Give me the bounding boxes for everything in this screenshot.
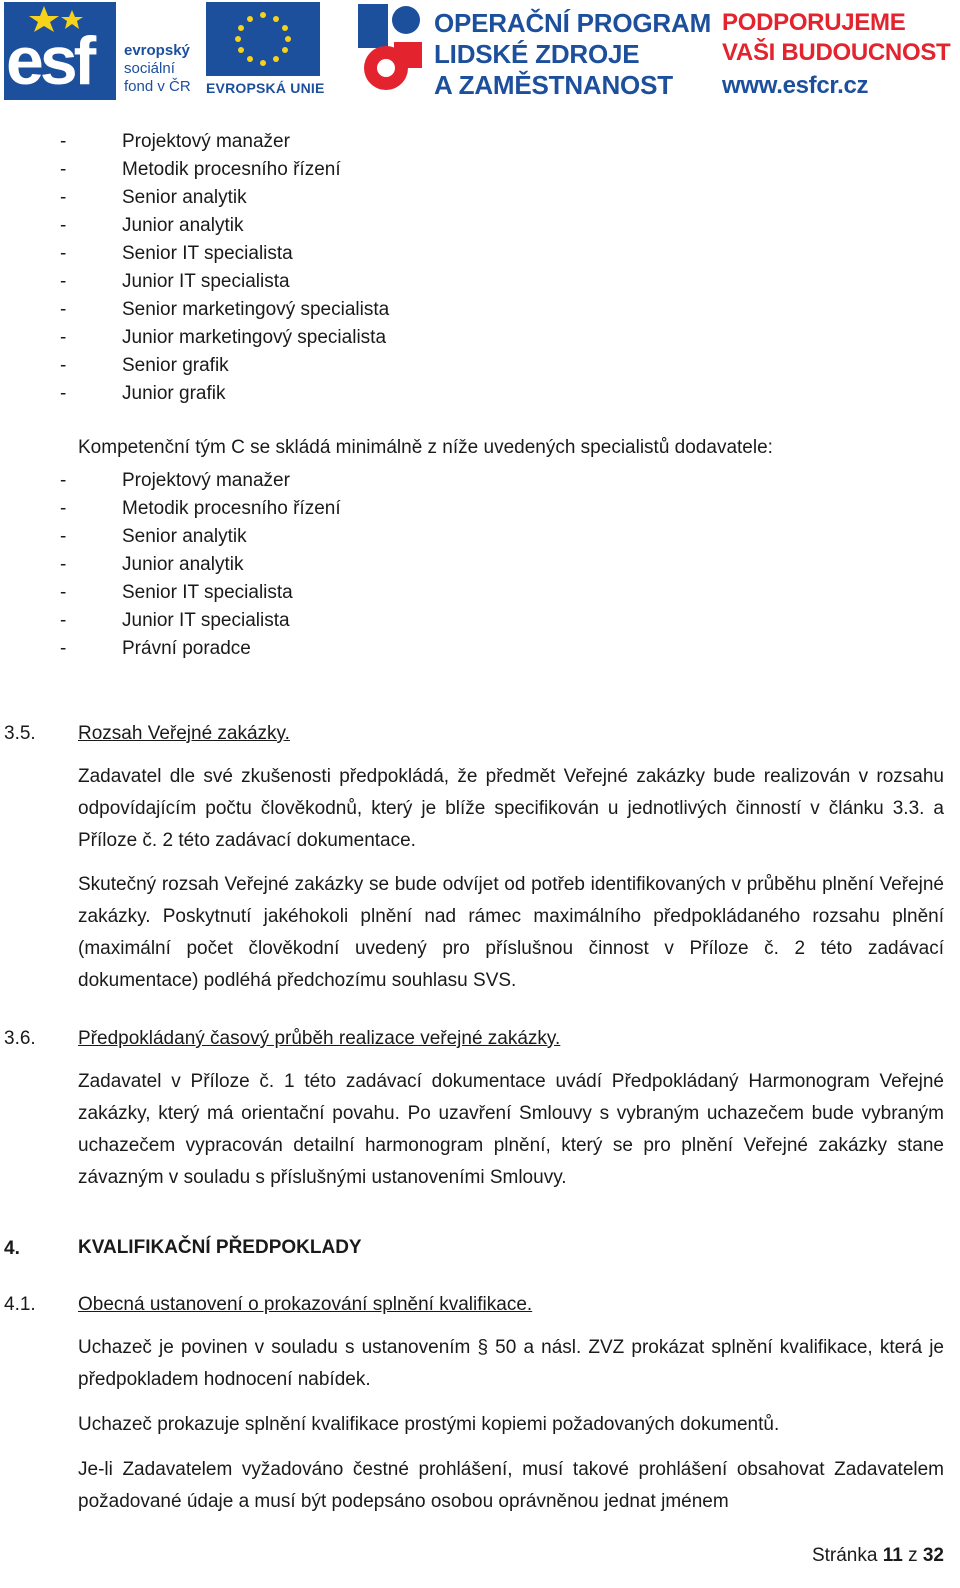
list-item: Junior analytik xyxy=(122,554,244,575)
esf-caption-line3: fond v ČR xyxy=(124,78,191,95)
list-item: Junior IT specialista xyxy=(122,271,290,292)
esf-caption-line2: sociální xyxy=(124,60,175,77)
esf-letters: esf xyxy=(6,23,93,99)
op-title-line1: OPERAČNÍ PROGRAM xyxy=(434,8,712,38)
esf-caption xyxy=(124,42,191,96)
footer-separator: z xyxy=(908,1545,918,1566)
list-item: Senior grafik xyxy=(122,355,229,376)
list-item: Právní poradce xyxy=(122,638,251,659)
list-bullet: - xyxy=(60,271,67,292)
list-item: Junior analytik xyxy=(122,215,244,236)
paragraph: Zadavatel dle své zkušenosti předpokládá, že předmět Veřejné zakázky bude realizován v rozsahu odpovídajícím počtu člověkodnů, který je blíže specifikován u jednotlivých činností v článku 3.3. a Příloze č. 2 této zadávací dokumentace. xyxy=(78,766,944,851)
esf-logo-box xyxy=(4,2,116,100)
list-bullet: - xyxy=(60,131,67,152)
list-item: Senior marketingový specialista xyxy=(122,299,390,320)
list-item: Junior grafik xyxy=(122,383,226,404)
page-footer xyxy=(812,1545,944,1567)
list-bullet: - xyxy=(60,299,67,320)
slogan-line2: VAŠI BUDOUCNOST xyxy=(722,39,951,66)
list-bullet: - xyxy=(60,383,67,404)
section-number: 3.5. xyxy=(4,723,36,744)
list-bullet: - xyxy=(60,159,67,180)
list-bullet: - xyxy=(60,243,67,264)
list-bullet: - xyxy=(60,470,67,491)
list-bullet: - xyxy=(60,638,67,659)
list-bullet: - xyxy=(60,526,67,547)
list-item: Metodik procesního řízení xyxy=(122,159,341,180)
paragraph: Uchazeč prokazuje splnění kvalifikace prostými kopiemi požadovaných dokumentů. xyxy=(78,1414,780,1435)
section-number: 3.6. xyxy=(4,1028,36,1049)
section-heading: Předpokládaný časový průběh realizace veřejné zakázky. xyxy=(78,1028,561,1049)
paragraph: Skutečný rozsah Veřejné zakázky se bude odvíjet od potřeb identifikovaných v průběhu plnění Veřejné zakázky. Poskytnutí jakéhokoli plnění nad rámec maximálního předpokládaného rozsahu plnění (maximální počet člověkodní uvedený pro příslušnou činnost v Příloze č. 2 této zadávací dokumentace) podléhá předchozímu souhlasu SVS. xyxy=(78,874,944,991)
esf-caption-line1: evropský xyxy=(124,42,190,59)
list-bullet: - xyxy=(60,187,67,208)
paragraph: Zadavatel v Příloze č. 1 této zadávací dokumentace uvádí Předpokládaný Harmonogram Veřejné zakázky, který má orientační povahu. Po uzavření Smlouvy s vybraným uchazečem bude vybraným uchazečem vypracován detailní harmonogram plnění, který se pro plnění Veřejné zakázky stane závazným v souladu s příslušnými ustanoveními Smlouvy. xyxy=(78,1071,944,1188)
page-header xyxy=(0,0,960,104)
eu-label: EVROPSKÁ UNIE xyxy=(206,80,325,96)
list-item: Senior IT specialista xyxy=(122,582,293,603)
slogan xyxy=(722,8,950,68)
footer-prefix: Stránka xyxy=(811,1545,878,1566)
op-title-line3: A ZAMĚSTNANOST xyxy=(434,70,673,100)
website-link[interactable]: www.esfcr.cz xyxy=(722,72,869,99)
list-bullet: - xyxy=(60,582,67,603)
list-item: Projektový manažer xyxy=(122,470,290,491)
list-bullet: - xyxy=(60,327,67,348)
list-bullet: - xyxy=(60,498,67,519)
op-lzz-logo-icon xyxy=(356,2,426,98)
section-heading: Obecná ustanovení o prokazování splnění kvalifikace. xyxy=(78,1294,533,1315)
list-item: Junior marketingový specialista xyxy=(122,327,387,348)
list-item: Senior analytik xyxy=(122,526,247,547)
list-item: Metodik procesního řízení xyxy=(122,498,341,519)
list-bullet: - xyxy=(60,610,67,631)
list-item: Projektový manažer xyxy=(122,131,290,152)
list-bullet: - xyxy=(60,554,67,575)
list-item: Senior analytik xyxy=(122,187,247,208)
eu-flag-icon xyxy=(206,2,320,76)
chapter-number: 4. xyxy=(4,1238,20,1259)
slogan-line1: PODPORUJEME xyxy=(722,9,906,36)
list-bullet: - xyxy=(60,215,67,236)
section-heading: Rozsah Veřejné zakázky. xyxy=(78,723,290,744)
footer-page-number: 11 xyxy=(882,1545,903,1566)
op-title-line2: LIDSKÉ ZDROJE xyxy=(434,39,640,69)
list-item: Junior IT specialista xyxy=(122,610,290,631)
paragraph: Je-li Zadavatelem vyžadováno čestné prohlášení, musí takové prohlášení obsahovat Zadavatelem požadované údaje a musí být podepsáno osobou oprávněnou jednat jménem xyxy=(78,1459,944,1512)
team-c-intro: Kompetenční tým C se skládá minimálně z níže uvedených specialistů dodavatele: xyxy=(78,437,773,458)
list-item: Senior IT specialista xyxy=(122,243,293,264)
op-title xyxy=(434,8,711,101)
footer-total-pages: 32 xyxy=(922,1545,944,1566)
chapter-heading: KVALIFIKAČNÍ PŘEDPOKLADY xyxy=(78,1237,362,1258)
list-bullet: - xyxy=(60,355,67,376)
section-number: 4.1. xyxy=(4,1294,36,1315)
paragraph: Uchazeč je povinen v souladu s ustanovením § 50 a násl. ZVZ prokázat splnění kvalifikace, která je předpokladem hodnocení nabídek. xyxy=(78,1337,944,1390)
